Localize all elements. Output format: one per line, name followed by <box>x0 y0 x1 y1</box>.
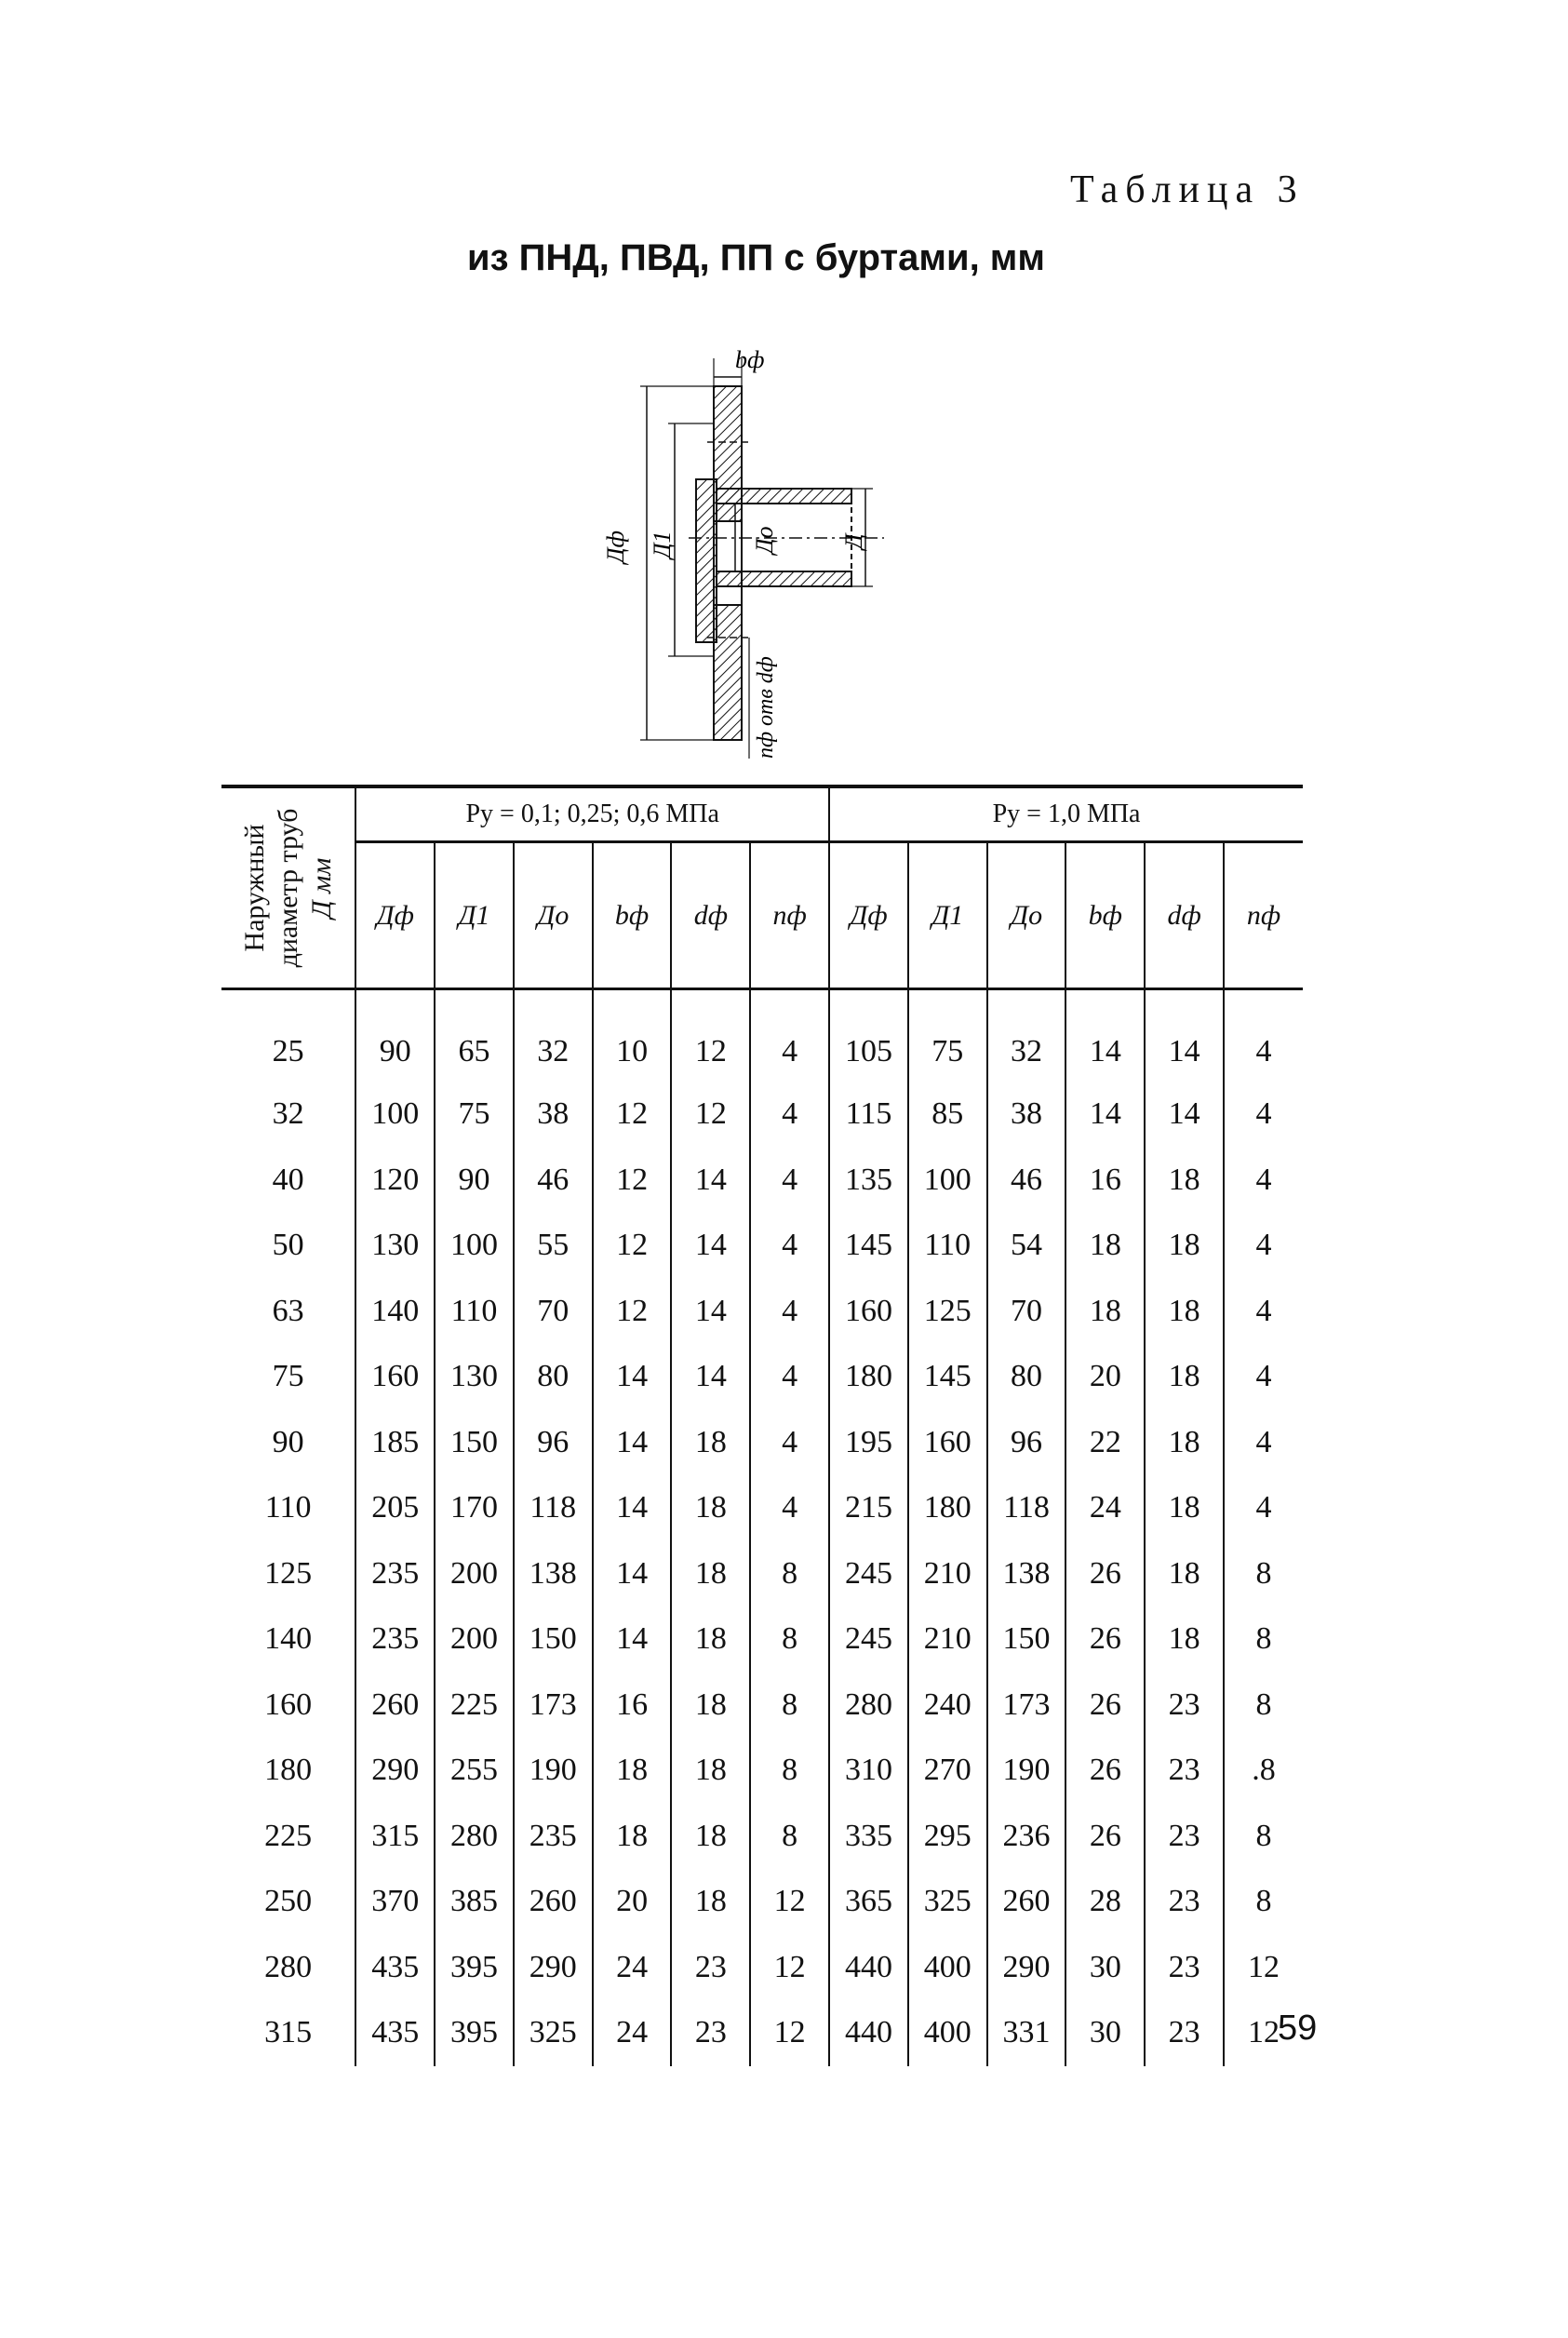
table-cell: 46 <box>514 1148 593 1214</box>
table-cell: 4 <box>1224 1148 1303 1214</box>
pipe-diameter-cell: 110 <box>264 1490 312 1525</box>
table-cell: 4 <box>750 1344 829 1410</box>
table-cell: 245 <box>829 1541 908 1607</box>
table-cell: 225 <box>435 1673 514 1739</box>
table-cell: .8 <box>1224 1738 1303 1804</box>
table-cell: 290 <box>355 1738 435 1804</box>
table-cell: 12 <box>750 1935 829 2001</box>
table-cell: 160 <box>908 1410 987 1476</box>
table-cell: 150 <box>435 1410 514 1476</box>
table-cell: 435 <box>355 2000 435 2066</box>
table-cell: 4 <box>1224 1213 1303 1279</box>
table-cell: 14 <box>1065 989 1145 1082</box>
table-cell: 385 <box>435 1869 514 1935</box>
table-label: Таблица 3 <box>1070 168 1305 211</box>
table-cell: 115 <box>829 1082 908 1148</box>
table-cell: 18 <box>1145 1541 1224 1607</box>
table-cell: 18 <box>593 1804 672 1870</box>
table-cell: 12 <box>1224 1935 1303 2001</box>
stub-column-header <box>221 786 355 989</box>
table-cell: 4 <box>750 1148 829 1214</box>
table-cell: 12 <box>593 1279 672 1345</box>
table-cell: 23 <box>1145 1673 1224 1739</box>
table-row <box>221 1475 1303 1541</box>
table-cell: 440 <box>829 1935 908 2001</box>
table-cell: 80 <box>514 1344 593 1410</box>
table-cell: 14 <box>671 1213 750 1279</box>
table-cell: 12 <box>593 1148 672 1214</box>
pipe-diameter-cell: 90 <box>272 1424 304 1459</box>
col-header: nф <box>750 842 829 989</box>
table-cell: 23 <box>1145 1869 1224 1935</box>
table-cell: 200 <box>435 1606 514 1673</box>
table-row <box>221 1213 1303 1279</box>
table-cell: 240 <box>908 1673 987 1739</box>
table-cell: 160 <box>829 1279 908 1345</box>
table-cell: 110 <box>908 1213 987 1279</box>
pipe-diameter-cell: 125 <box>264 1555 313 1591</box>
table-cell: 12 <box>671 1082 750 1148</box>
table-cell: 180 <box>908 1475 987 1541</box>
flange-drawing <box>586 326 940 763</box>
table-cell: 4 <box>1224 1279 1303 1345</box>
table-row <box>221 1738 1303 1804</box>
table-cell: 210 <box>908 1541 987 1607</box>
table-cell: 190 <box>514 1738 593 1804</box>
table-cell: 365 <box>829 1869 908 1935</box>
table-cell: 23 <box>1145 2000 1224 2066</box>
table-cell: 290 <box>987 1935 1066 2001</box>
pipe-diameter-cell: 225 <box>264 1818 313 1853</box>
col-header: Дф <box>355 842 435 989</box>
table-cell: 80 <box>987 1344 1066 1410</box>
table-cell: 173 <box>987 1673 1066 1739</box>
pipe-diameter-cell: 280 <box>264 1949 313 1984</box>
table-cell: 8 <box>1224 1804 1303 1870</box>
table-cell: 38 <box>514 1082 593 1148</box>
table-cell: 20 <box>1065 1344 1145 1410</box>
table-cell: 4 <box>1224 1410 1303 1476</box>
table-cell: 26 <box>1065 1541 1145 1607</box>
table-cell: 325 <box>514 2000 593 2066</box>
table-cell: 395 <box>435 1935 514 2001</box>
table-cell: 18 <box>1145 1279 1224 1345</box>
table-cell: 18 <box>671 1673 750 1739</box>
table-cell: 140 <box>355 1279 435 1345</box>
col-header: Д1 <box>908 842 987 989</box>
drawing-label-holes: nф отв dф <box>754 656 778 759</box>
table-cell: 14 <box>593 1475 672 1541</box>
table-cell: 4 <box>750 1082 829 1148</box>
table-row <box>221 1410 1303 1476</box>
pipe-diameter-cell: 160 <box>264 1686 313 1722</box>
table-row <box>221 1541 1303 1607</box>
table-cell: 4 <box>1224 1475 1303 1541</box>
table-cell: 325 <box>908 1869 987 1935</box>
table-cell: 14 <box>671 1148 750 1214</box>
table-cell: 18 <box>671 1606 750 1673</box>
table-cell: 8 <box>750 1804 829 1870</box>
table-cell: 100 <box>435 1213 514 1279</box>
table-cell: 14 <box>671 1279 750 1345</box>
table-cell: 120 <box>355 1148 435 1214</box>
table-row <box>221 1673 1303 1739</box>
table-cell: 160 <box>355 1344 435 1410</box>
table-cell: 30 <box>1065 1935 1145 2001</box>
drawing-label-bf: bф <box>735 346 765 373</box>
table-cell: 28 <box>1065 1869 1145 1935</box>
table-body <box>221 989 1303 2066</box>
table-cell: 12 <box>671 989 750 1082</box>
stub-header-line3: Д мм <box>305 857 337 919</box>
table-cell: 18 <box>1145 1410 1224 1476</box>
table-cell: 235 <box>355 1541 435 1607</box>
table-cell: 16 <box>593 1673 672 1739</box>
table-cell: 26 <box>1065 1606 1145 1673</box>
stub-header-line1: Наружный <box>238 824 270 952</box>
table-row <box>221 1082 1303 1148</box>
table-cell: 75 <box>908 989 987 1082</box>
table-cell: 200 <box>435 1541 514 1607</box>
table-cell: 190 <box>987 1738 1066 1804</box>
drawing-label-df: Дф <box>602 530 629 563</box>
table-cell: 331 <box>987 2000 1066 2066</box>
col-header: dф <box>1145 842 1224 989</box>
table-cell: 270 <box>908 1738 987 1804</box>
table-cell: 10 <box>593 989 672 1082</box>
table-cell: 100 <box>908 1148 987 1214</box>
table-row <box>221 1606 1303 1673</box>
table-cell: 8 <box>750 1541 829 1607</box>
table-cell: 100 <box>355 1082 435 1148</box>
table-cell: 125 <box>908 1279 987 1345</box>
table-cell: 8 <box>1224 1869 1303 1935</box>
table-cell: 12 <box>593 1213 672 1279</box>
table-cell: 260 <box>355 1673 435 1739</box>
table-row <box>221 1279 1303 1345</box>
table-cell: 4 <box>1224 1344 1303 1410</box>
table-cell: 55 <box>514 1213 593 1279</box>
table-cell: 14 <box>1145 989 1224 1082</box>
table-cell: 4 <box>750 1279 829 1345</box>
col-header: bф <box>593 842 672 989</box>
table-cell: 8 <box>1224 1606 1303 1673</box>
table-cell: 310 <box>829 1738 908 1804</box>
table-cell: 255 <box>435 1738 514 1804</box>
table-cell: 96 <box>514 1410 593 1476</box>
drawing-label-d: Д <box>840 533 867 549</box>
pipe-diameter-cell: 180 <box>264 1753 313 1788</box>
table-cell: 150 <box>514 1606 593 1673</box>
table-cell: 18 <box>671 1475 750 1541</box>
table-cell: 14 <box>593 1344 672 1410</box>
table-cell: 14 <box>593 1606 672 1673</box>
table-row <box>221 1804 1303 1870</box>
table-cell: 23 <box>1145 1935 1224 2001</box>
table-cell: 295 <box>908 1804 987 1870</box>
table-cell: 12 <box>750 2000 829 2066</box>
drawing-label-d1: Д1 <box>649 531 676 558</box>
table-cell: 8 <box>1224 1673 1303 1739</box>
table-cell: 20 <box>593 1869 672 1935</box>
table-cell: 440 <box>829 2000 908 2066</box>
table-cell: 23 <box>1145 1804 1224 1870</box>
table-cell: 70 <box>987 1279 1066 1345</box>
table-cell: 130 <box>355 1213 435 1279</box>
table-cell: 23 <box>671 1935 750 2001</box>
table-cell: 145 <box>908 1344 987 1410</box>
table-cell: 8 <box>1224 1541 1303 1607</box>
col-header: nф <box>1224 842 1303 989</box>
table-cell: 18 <box>1065 1213 1145 1279</box>
table-cell: 90 <box>435 1148 514 1214</box>
table-row <box>221 1869 1303 1935</box>
table-cell: 315 <box>355 1804 435 1870</box>
table-cell: 395 <box>435 2000 514 2066</box>
table-row <box>221 1935 1303 2001</box>
table-cell: 260 <box>987 1869 1066 1935</box>
table-cell: 400 <box>908 2000 987 2066</box>
col-header: Д1 <box>435 842 514 989</box>
table-cell: 90 <box>355 989 435 1082</box>
table-cell: 26 <box>1065 1673 1145 1739</box>
table-cell: 180 <box>829 1344 908 1410</box>
table-cell: 32 <box>987 989 1066 1082</box>
table-cell: 4 <box>750 989 829 1082</box>
table-cell: 215 <box>829 1475 908 1541</box>
table-cell: 18 <box>671 1804 750 1870</box>
pipe-diameter-cell: 40 <box>272 1162 304 1197</box>
table-cell: 14 <box>1145 1082 1224 1148</box>
drawing-label-d0: До <box>751 526 778 554</box>
col-header: Дф <box>829 842 908 989</box>
table-cell: 26 <box>1065 1738 1145 1804</box>
group2-header: Pу = 1,0 МПа <box>829 786 1303 842</box>
table-cell: 8 <box>750 1738 829 1804</box>
table-row <box>221 989 1303 1082</box>
table-cell: 24 <box>593 2000 672 2066</box>
pipe-diameter-cell: 63 <box>272 1293 304 1328</box>
table-cell: 96 <box>987 1410 1066 1476</box>
table-cell: 70 <box>514 1279 593 1345</box>
table-cell: 235 <box>514 1804 593 1870</box>
table-cell: 18 <box>593 1738 672 1804</box>
table-cell: 18 <box>1145 1344 1224 1410</box>
table-cell: 280 <box>829 1673 908 1739</box>
table-cell: 170 <box>435 1475 514 1541</box>
table-cell: 18 <box>671 1410 750 1476</box>
pipe-diameter-cell: 50 <box>272 1228 304 1263</box>
table-cell: 14 <box>671 1344 750 1410</box>
table-cell: 173 <box>514 1673 593 1739</box>
table-cell: 12 <box>593 1082 672 1148</box>
table-cell: 18 <box>671 1541 750 1607</box>
table-cell: 14 <box>1065 1082 1145 1148</box>
flange-dimensions-table <box>221 785 1303 2066</box>
table-cell: 150 <box>987 1606 1066 1673</box>
table-cell: 205 <box>355 1475 435 1541</box>
table-cell: 85 <box>908 1082 987 1148</box>
table-cell: 16 <box>1065 1148 1145 1214</box>
stub-header-line2: диаметр труб <box>272 808 303 968</box>
table-subtitle: из ПНД, ПВД, ПП с буртами, мм <box>467 237 1045 278</box>
table-cell: 38 <box>987 1082 1066 1148</box>
table-cell: 18 <box>671 1738 750 1804</box>
table-cell: 12 <box>750 1869 829 1935</box>
table-cell: 118 <box>514 1475 593 1541</box>
table-cell: 18 <box>1145 1213 1224 1279</box>
table-cell: 18 <box>1145 1148 1224 1214</box>
table-cell: 24 <box>593 1935 672 2001</box>
table-cell: 280 <box>435 1804 514 1870</box>
col-header: До <box>514 842 593 989</box>
pipe-diameter-cell: 32 <box>272 1096 304 1132</box>
table-row <box>221 2000 1303 2066</box>
table-cell: 245 <box>829 1606 908 1673</box>
table-cell: 8 <box>750 1673 829 1739</box>
table-cell: 135 <box>829 1148 908 1214</box>
table-cell: 130 <box>435 1344 514 1410</box>
table-cell: 32 <box>514 989 593 1082</box>
table-cell: 18 <box>1065 1279 1145 1345</box>
table-cell: 22 <box>1065 1410 1145 1476</box>
table-cell: 75 <box>435 1082 514 1148</box>
table-cell: 46 <box>987 1148 1066 1214</box>
table-cell: 14 <box>593 1541 672 1607</box>
table-cell: 4 <box>1224 1082 1303 1148</box>
pipe-diameter-cell: 315 <box>264 2015 313 2050</box>
table-cell: 12 <box>1224 2000 1303 2066</box>
group1-header: Pу = 0,1; 0,25; 0,6 МПа <box>355 786 829 842</box>
table-cell: 4 <box>750 1475 829 1541</box>
pipe-diameter-cell: 140 <box>264 1621 313 1657</box>
table-cell: 24 <box>1065 1475 1145 1541</box>
table-cell: 54 <box>987 1213 1066 1279</box>
table-cell: 18 <box>671 1869 750 1935</box>
table-row <box>221 1148 1303 1214</box>
table-cell: 236 <box>987 1804 1066 1870</box>
table-cell: 8 <box>750 1606 829 1673</box>
table-cell: 30 <box>1065 2000 1145 2066</box>
table-cell: 26 <box>1065 1804 1145 1870</box>
table-cell: 210 <box>908 1606 987 1673</box>
table-cell: 435 <box>355 1935 435 2001</box>
table-cell: 260 <box>514 1869 593 1935</box>
table-cell: 335 <box>829 1804 908 1870</box>
table-cell: 235 <box>355 1606 435 1673</box>
table-cell: 18 <box>1145 1475 1224 1541</box>
table-cell: 4 <box>750 1213 829 1279</box>
table-cell: 105 <box>829 989 908 1082</box>
table-cell: 145 <box>829 1213 908 1279</box>
table-cell: 138 <box>514 1541 593 1607</box>
col-header: bф <box>1065 842 1145 989</box>
table-cell: 14 <box>593 1410 672 1476</box>
page-number: 59 <box>1278 2009 1318 2048</box>
pipe-diameter-cell: 75 <box>272 1359 304 1394</box>
table-cell: 4 <box>1224 989 1303 1082</box>
table-cell: 185 <box>355 1410 435 1476</box>
table-cell: 400 <box>908 1935 987 2001</box>
table-cell: 18 <box>1145 1606 1224 1673</box>
table-cell: 110 <box>435 1279 514 1345</box>
table-cell: 370 <box>355 1869 435 1935</box>
table-cell: 195 <box>829 1410 908 1476</box>
table-cell: 290 <box>514 1935 593 2001</box>
pipe-diameter-cell: 25 <box>272 1034 304 1068</box>
table-cell: 65 <box>435 989 514 1082</box>
table-cell: 4 <box>750 1410 829 1476</box>
table-cell: 23 <box>1145 1738 1224 1804</box>
table-row <box>221 1344 1303 1410</box>
col-header: До <box>987 842 1066 989</box>
table-cell: 138 <box>987 1541 1066 1607</box>
table-cell: 118 <box>987 1475 1066 1541</box>
col-header: dф <box>671 842 750 989</box>
table-cell: 23 <box>671 2000 750 2066</box>
pipe-diameter-cell: 250 <box>264 1884 313 1919</box>
